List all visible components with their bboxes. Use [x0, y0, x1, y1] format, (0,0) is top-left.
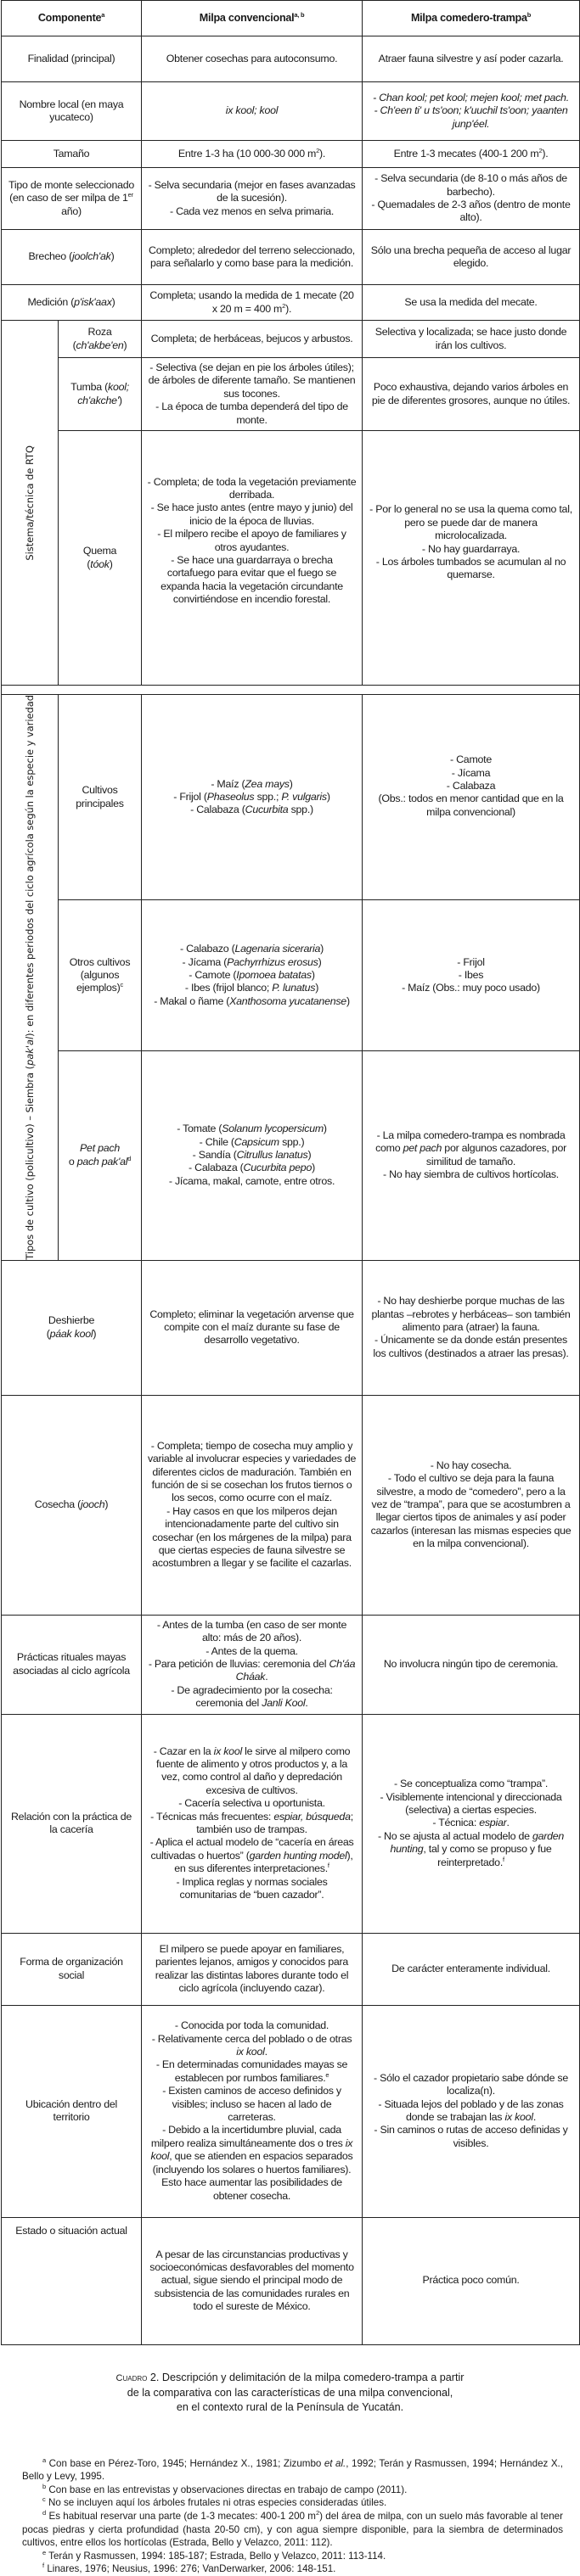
comparison-table — [1, 0, 580, 2345]
table-row — [2, 695, 580, 900]
row-label-medicion: Medición (p'isk'aax) — [2, 285, 142, 321]
cell-conventional: Completa; usando la medida de 1 mecate (20 x 20 m = 400 $m^2$). — [142, 285, 363, 321]
row-label-tipo-monte: Tipo de monte seleccionado (en caso de ser milpa de 1er año) — [2, 168, 142, 230]
group-label-rtq: Sistema/técnica de RTQ — [2, 321, 59, 686]
table-row — [2, 141, 580, 168]
group-separator — [2, 686, 580, 695]
cell-conventional: Completo; eliminar la vegetación arvense que compite con el maíz durante su fase de desarrollo vegetativo. — [142, 1260, 363, 1395]
table-row — [2, 168, 580, 230]
table-row — [2, 358, 580, 431]
cell-conventional: A pesar de las circunstancias productivas y socioeconómicas desfavorables del momento actual, sigue siendo el principal modo de subsistencia de las comunidades rurales en todo el sureste de México. — [142, 2217, 363, 2344]
cell-conventional: Completa; de herbáceas, bejucos y arbustos. — [142, 321, 363, 358]
cell-trap: - Se conceptualiza como “trampa”. - Visiblemente intencional y direccionada (selectiva) a ciertas especies. - Técnica: espiar. - No se ajusta al actual modelo de garden hunting, tal y como se propuso y fue reinterpretado.$^f$ — [363, 1714, 580, 1933]
cell-conventional: - Completa; de toda la vegetación previamente derribada. - Se hace justo antes (entre mayo y junio) del inicio de la época de lluvias. - El milpero recibe el apoyo de familiares y otros ayudantes. - Se hace una guardarraya o brecha cortafuego para evitar que el fuego se expanda hacia la vegetación circundante convirtiéndose en incendio forestal. — [142, 431, 363, 686]
row-label-roza: Roza (ch'akbe'en) — [59, 321, 142, 358]
cell-trap: Sólo una brecha pequeña de acceso al lugar elegido. — [363, 230, 580, 285]
row-label-quema: Quema (tóok) — [59, 431, 142, 686]
row-label-finalidad: Finalidad (principal) — [2, 36, 142, 82]
table-row — [2, 230, 580, 285]
row-label-deshierbe: Deshierbe (páak kool) — [2, 1260, 142, 1395]
cell-conventional: Completo; alrededor del terreno seleccionado, para señalarlo y como base para la medición. — [142, 230, 363, 285]
cell-trap: De carácter enteramente individual. — [363, 1933, 580, 2005]
header-component: Componente$^a$ — [2, 1, 142, 36]
cell-trap: - Frijol - Ibes - Maíz (Obs.: muy poco usado) — [363, 900, 580, 1050]
cell-conventional: - Antes de la tumba (en caso de ser monte alto: más de 20 años). - Antes de la quema. - Para petición de lluvias: ceremonia del Ch'áa Cháak. - De agradecimiento por la cosecha: ceremonia del Janli Kool. — [142, 1615, 363, 1714]
row-label-relacion: Relación con la práctica de la cacería — [2, 1714, 142, 1933]
cell-trap: Entre 1-3 mecates (400-1 200 $m^2$). — [363, 141, 580, 168]
cell-conventional: Obtener cosechas para autoconsumo. — [142, 36, 363, 82]
table-row — [2, 1615, 580, 1714]
footnote-b: $^b$ Con base en las entrevistas y observaciones directas en trabajo de campo (2011). — [42, 2482, 408, 2495]
row-label-pet-pach: Pet pach o pach $pak'al^d$ — [59, 1050, 142, 1260]
table-row — [2, 2217, 580, 2344]
table-row — [2, 1260, 580, 1395]
cell-trap: - Selva secundaria (de 8-10 o más años de barbecho). - Quemadales de 2-3 años (dentro de monte alto). — [363, 168, 580, 230]
footnote-d: $^d$ Es habitual reservar una parte (de 1-3 mecates: 400-1 200 $m^2$) del área de milpa, con un suelo más favorable al tener pocas piedras y cierta profundidad (hasta 20-50 cm), y con agua siempre disponible, para la siembra de determinados cultivos, entre ellos los hortícolas (Estrada, Bello y Velazco, 2011: 112). — [22, 2509, 563, 2549]
cell-trap: - Por lo general no se usa la quema como tal, pero se puede dar de manera microlocalizada. - No hay guardarraya. - Los árboles tumbados se acumulan al no quemarse. — [363, 431, 580, 686]
footnote-c: $^c$ No se incluyen aquí los árboles frutales ni otras especies consideradas útiles. — [42, 2495, 387, 2509]
table-row — [2, 36, 580, 82]
cell-trap: Se usa la medida del mecate. — [363, 285, 580, 321]
cell-conventional: - Conocida por toda la comunidad. - Relativamente cerca del poblado o de otras ix kool. - En determinadas comunidades mayas se establecen por rumbos familiares.$^e$ - Existen caminos de acceso definidos y visibles; incluso se hacen al lado de carreteras. - Debido a la incertidumbre pluvial, cada milpero realiza simultáneamente dos o tres ix kool, que se atienden en espacios separados (incluyendo los solares o huertos familiares). Esto hace aumentar las posibilidades de obtener cosecha. — [142, 2005, 363, 2217]
cell-conventional: - Cazar en la ix kool le sirve al milpero como fuente de alimento y otros productos y, a la vez, como control al daño y depredación excesiva de cultivos. - Cacería selectiva u oportunista. - Técnicas más frecuentes: espiar, búsqueda; también uso de trampas. - Aplica el actual modelo de “cacería en áreas cultivadas o huertos” (garden hunting model), en sus diferentes interpretaciones.$^f$ - Implica reglas y normas sociales comunitarias de “buen cazador”. — [142, 1714, 363, 1933]
row-label-ubicacion: Ubicación dentro del territorio — [2, 2005, 142, 2217]
table-row — [2, 285, 580, 321]
table-row — [2, 900, 580, 1050]
table-caption: Cuadro 2. Descripción y delimitación de la milpa comedero-trampa a partir de la comparativa con las características de una milpa convencional, en el contexto rural de la Península de Yucatán. — [115, 2371, 465, 2413]
row-label-practicas: Prácticas rituales mayas asociadas al ciclo agrícola — [2, 1615, 142, 1714]
cell-trap: No involucra ningún tipo de ceremonia. — [363, 1615, 580, 1714]
cell-conventional: ix kool; kool — [142, 82, 363, 141]
footnote-a: $^a$ Con base en Pérez-Toro, 1945; Hernández X., 1981; Zizumbo et al., 1992; Terán y Rasmussen, 1994; Hernández X., Bello y Levy, 1995. — [22, 2456, 563, 2483]
cell-trap: - No hay cosecha. - Todo el cultivo se deja para la fauna silvestre, a modo de “comedero”, pero a la vez de “trampa”, para que se acostumbren a llegar ciertos tipos de animales y así poder cazarlos (interesan las mismas especies que en la milpa convencional). — [363, 1395, 580, 1615]
row-label-otros-cultivos: Otros cultivos (algunos ejemplos)$^c$ — [59, 900, 142, 1050]
header-trap: Milpa comedero-trampa$^b$ — [363, 1, 580, 36]
cell-trap: - Chan kool; pet kool; mejen kool; met pach. - Ch'een ti' u ts'oon; k'uuchil ts'oon; yaanten junp'éel. — [363, 82, 580, 141]
cell-conventional: Entre 1-3 ha (10 000-30 000 $m^2$). — [142, 141, 363, 168]
group-label-siembra: Tipos de cultivo (policultivo) – Siembra (pak'al): en diferentes periodos del ciclo agrícola según la especie y variedad — [2, 695, 59, 1261]
cell-conventional: - Selectiva (se dejan en pie los árboles útiles); de árboles de diferente tamaño. Se mantienen sus tocones. - La época de tumba dependerá del tipo de monte. — [142, 358, 363, 431]
cell-trap: Poco exhaustiva, dejando varios árboles en pie de diferentes grosores, aunque no útiles. — [363, 358, 580, 431]
table-row — [2, 321, 580, 358]
footnotes — [22, 2457, 563, 2576]
cell-conventional: - Completa; tiempo de cosecha muy amplio y variable al involucrar especies y variedades de diferentes ciclos de maduración. También en función de si se cosechan los frutos tiernos o los secos, como ocurre con el maíz. - Hay casos en que los milperos dejan intencionadamente parte del cultivo sin cosechar (en los márgenes de la milpa) para que ciertas especies de fauna silvestre se acostumbren a llegar y se facilite el cazarlas. — [142, 1395, 363, 1615]
row-label-nombre: Nombre local (en maya yucateco) — [2, 82, 142, 141]
cell-conventional: - Calabazo (Lagenaria siceraria) - Jícama (Pachyrrhizus erosus) - Camote (Ipomoea batatas) - Ibes (frijol blanco; P. lunatus) - Makal o ñame (Xanthosoma yucatanense) — [142, 900, 363, 1050]
table-row — [2, 431, 580, 686]
cell-conventional: - Maíz (Zea mays) - Frijol (Phaseolus spp.; P. vulgaris) - Calabaza (Cucurbita spp.) — [142, 695, 363, 900]
cell-trap: Selectiva y localizada; se hace justo donde irán los cultivos. — [363, 321, 580, 358]
cell-conventional: El milpero se puede apoyar en familiares, parientes lejanos, amigos y conocidos para realizar las distintas labores durante todo el ciclo agrícola (incluyendo cazar). — [142, 1933, 363, 2005]
row-label-brecheo: Brecheo (joolch'ak) — [2, 230, 142, 285]
table-row — [2, 2005, 580, 2217]
cell-conventional: - Tomate (Solanum lycopersicum) - Chile (Capsicum spp.) - Sandía (Citrullus lanatus) - Calabaza (Cucurbita pepo) - Jícama, makal, camote, entre otros. — [142, 1050, 363, 1260]
table-row — [2, 1933, 580, 2005]
cell-conventional: - Selva secundaria (mejor en fases avanzadas de la sucesión). - Cada vez menos en selva primaria. — [142, 168, 363, 230]
table-row — [2, 82, 580, 141]
row-label-forma: Forma de organización social — [2, 1933, 142, 2005]
row-label-estado: Estado o situación actual — [2, 2217, 142, 2344]
cell-trap: Atraer fauna silvestre y así poder cazarla. — [363, 36, 580, 82]
cell-trap: Práctica poco común. — [363, 2217, 580, 2344]
row-label-cultivos-principales: Cultivos principales — [59, 695, 142, 900]
table-header-row — [2, 1, 580, 36]
cell-trap: - Sólo el cazador propietario sabe dónde se localiza(n). - Situada lejos del poblado y de las zonas donde se trabajan las ix kool. - Sin caminos o rutas de acceso definidas y visibles. — [363, 2005, 580, 2217]
row-label-tamano: Tamaño — [2, 141, 142, 168]
footnote-e: $^e$ Terán y Rasmussen, 1994: 185-187; Estrada, Bello y Velazco, 2011: 113-114. — [42, 2548, 386, 2562]
cell-trap: - No hay deshierbe porque muchas de las plantas –rebrotes y herbáceas– son también alimento para (atraer) la fauna. - Únicamente se da donde están presentes los cultivos (destinados a atraer las presas). — [363, 1260, 580, 1395]
footnote-f: $^f$ Linares, 1976; Neusius, 1996: 276; VanDerwarker, 2006: 148-151. — [42, 2562, 336, 2575]
header-conventional: Milpa convencional$^{a, b}$ — [142, 1, 363, 36]
cell-trap: - La milpa comedero-trampa es nombrada como pet pach por algunos cazadores, por similitud de tamaño. - No hay siembra de cultivos hortícolas. — [363, 1050, 580, 1260]
table-row — [2, 1714, 580, 1933]
table-row — [2, 1395, 580, 1615]
table-row — [2, 1050, 580, 1260]
cell-trap: - Camote - Jícama - Calabaza (Obs.: todos en menor cantidad que en la milpa convencional) — [363, 695, 580, 900]
row-label-tumba: Tumba (kool; ch'akche') — [59, 358, 142, 431]
row-label-cosecha: Cosecha (jooch) — [2, 1395, 142, 1615]
